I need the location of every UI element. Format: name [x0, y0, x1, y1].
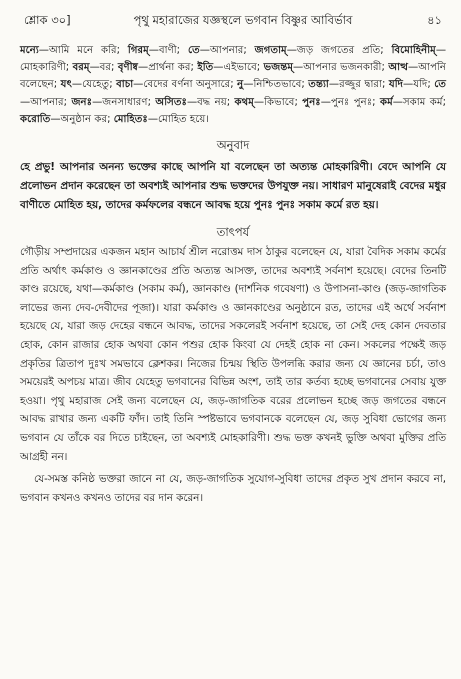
- page-number: ৪১: [427, 13, 442, 27]
- translation-heading: অনুবাদ: [216, 138, 250, 153]
- purport-paragraph: গৌড়ীয় সম্প্রদায়ের একজন মহান আচার্য শ্রীল নরোত্তম দাস ঠাকুর বলেছেন যে, যারা বৈদিক সকাম কর্মের প্রতি অর্থাৎ কর্মকাণ্ড ও জ্ঞানকাণ্ডের প্রতি অত্যন্ত আসক্ত, তাদের অবশ্যই সর্বনাশ হয়েছে। বেদের তিনটি কাণ্ড রয়েছে, যথা—কর্মকাণ্ড (সকাম কর্ম), জ্ঞানকাণ্ড (দার্শনিক গবেষণা) ও উপাসনা-কাণ্ড (জড়-জাগতিক লাভের জন্য দেব-দেবীদের পূজা)। যারা কর্মকাণ্ড ও জ্ঞানকাণ্ডের অনুষ্ঠানে রত, তাদের এই অর্থে সর্বনাশ হয়েছে যে, যারা জড় দেহের বন্ধনে আবদ্ধ, তাদের সকলেরই সর্বনাশ হয়েছে, তা সেই দেহ কোন দেবতার হোক, কোন রাজার হোক অথবা কোন পশুর হোক কিংবা যে দেহই হোক না কেন। সকলের পক্ষেই জড় প্রকৃতির ত্রিতাপ দুঃখ সমভাবে ক্লেশকর। নিজের চিন্ময় স্থিতি উপলব্ধি করার জন্য যে জ্ঞানের চর্চা, তাও সময়েরই অপচয় মাত্র। জীব যেহেতু ভগবানের বিভিন্ন অংশ, তাই তার কর্তব্য হচ্ছে ভগবানের সেবায় যুক্ত হওয়া। পৃথু মহারাজ সেই জন্য বলেছেন যে, জড়-জাগতিক বরের প্রলোভন হচ্ছে জড় জগতের বন্ধনে আবদ্ধ রাখার জন্য একটি ফাঁদ। তাই তিনি স্পষ্টভাবে ভগবানকে বলেছেন যে, জড় সুবিধা ভোগের জন্য ভগবান যে তাঁকে বর দিতে চাইছেন, তা অবশ্যই মোহকারিণী। শুদ্ধ ভক্ত কখনই ভুক্তি অথবা মুক্তির প্রতি আগ্রহী নন।: [20, 246, 446, 463]
- synonym-meaning: —সকাম কর্ম;: [392, 96, 446, 108]
- synonym-word: আত্থ: [388, 62, 409, 74]
- synonym-word: গিরম্: [127, 45, 149, 56]
- synonym-meaning: —পুনঃ পুনঃ;: [320, 96, 380, 108]
- synonym-word: বিমোহিনীম্: [391, 45, 436, 56]
- synonym-meaning: —আপনার;: [20, 96, 72, 108]
- synonym-word: কথম্: [234, 96, 254, 108]
- translation-text: হে প্রভু! আপনার অনন্য ভক্তের কাছে আপনি যা বলেছেন তা অত্যন্ত মোহকারিণী। বেদে আপনি যে প্রলোভন প্রদান করেছেন তা অবশ্যই আপনার শুদ্ধ ভক্তদের উপযুক্ত নয়। সাধারণ মানুষেরাই বেদের মধুর বাণীতে মোহিত হয়, তাদের কর্মফলের বন্ধনে আবদ্ধ হয়ে পুনঃ পুনঃ সকাম কর্মে রত হয়।: [20, 161, 446, 212]
- synonym-word: যৎ: [60, 79, 72, 91]
- synonym-meaning: —যেহেতু;: [71, 79, 117, 91]
- synonym-word: যদি: [388, 79, 404, 91]
- synonym-word: মন্যে: [20, 45, 39, 56]
- synonym-word: তে: [187, 45, 200, 56]
- synonym-word: নু: [237, 79, 244, 91]
- synonym-word: ভজন্তম্: [263, 62, 294, 74]
- synonym-meaning: —আপনি বলেছেন;: [20, 62, 446, 91]
- synonym-meaning: —কিভাবে;: [253, 96, 303, 108]
- running-header: [20, 12, 446, 28]
- synonym-word: কর্ম: [379, 96, 393, 108]
- synonym-word: জনঃ: [71, 96, 93, 108]
- synonym-meaning: —রজ্জুর দ্বারা;: [328, 79, 389, 91]
- synonym-word: ইতি: [197, 62, 214, 74]
- synonym-word: তে: [434, 79, 447, 91]
- synonym-meaning: —প্রার্থনা কর;: [138, 62, 198, 74]
- synonym-meaning: —বর;: [89, 62, 118, 74]
- synonym-word: জগতাম্: [254, 45, 287, 56]
- synonym-meaning: —আপনার;: [199, 45, 255, 56]
- synonym-meaning: —মোহিত হয়ে।: [147, 113, 210, 125]
- synonym-word: মোহিতঃ: [113, 113, 148, 125]
- synonym-word: তন্ত্যা: [308, 79, 329, 91]
- synonym-meaning: —আপনার ভজনকারী;: [293, 62, 389, 74]
- synonym-meaning: —নিশ্চিতভাবে;: [243, 79, 309, 91]
- chapter-title: পৃথু মহারাজের যজ্ঞস্থলে ভগবান বিষ্ণুর আবির্ভাব: [133, 13, 353, 27]
- synonym-meaning: —অনুষ্ঠান কর;: [50, 113, 114, 125]
- synonym-meaning: —বাণী;: [148, 45, 188, 56]
- synonym-meaning: —জড় জগতের প্রতি;: [286, 45, 392, 56]
- synonym-meaning: —বদ্ধ নয়;: [186, 96, 235, 108]
- synonym-meaning: —বেদের বর্ণনা অনুসারে;: [133, 79, 238, 91]
- synonym-meaning: —মোহকারিণী;: [20, 45, 446, 74]
- purport-body: [20, 243, 446, 507]
- synonym-word: অসিতঃ: [155, 96, 187, 108]
- book-page: [20, 12, 446, 507]
- synonym-word: পুনঃ: [302, 96, 321, 108]
- synonym-meaning: —আমি মনে করি;: [38, 45, 128, 56]
- synonym-meaning: —যদি;: [403, 79, 435, 91]
- synonym-word: বরম্: [72, 62, 90, 74]
- synonym-meaning: —জনসাধারণ;: [92, 96, 156, 108]
- synonym-word: করোতি: [20, 113, 51, 125]
- synonym-word: বাচা: [116, 79, 134, 91]
- synonym-word: বৃণীষ্ব: [117, 62, 138, 74]
- synonym-meaning: —এইভাবে;: [213, 62, 264, 74]
- purport-paragraph: যে-সমস্ত কনিষ্ঠ ভক্তরা জানে না যে, জড়-জাগতিক সুযোগ-সুবিধা তাদের প্রকৃত সুখ প্রদান করবে না, ভগবান কখনও কখনও তাদের বর দান করেন।: [20, 473, 446, 504]
- purport-heading: তাৎপর্য: [216, 225, 250, 240]
- verse-reference: শ্লোক ৩০]: [24, 13, 71, 27]
- word-for-word-synonyms: [20, 42, 446, 128]
